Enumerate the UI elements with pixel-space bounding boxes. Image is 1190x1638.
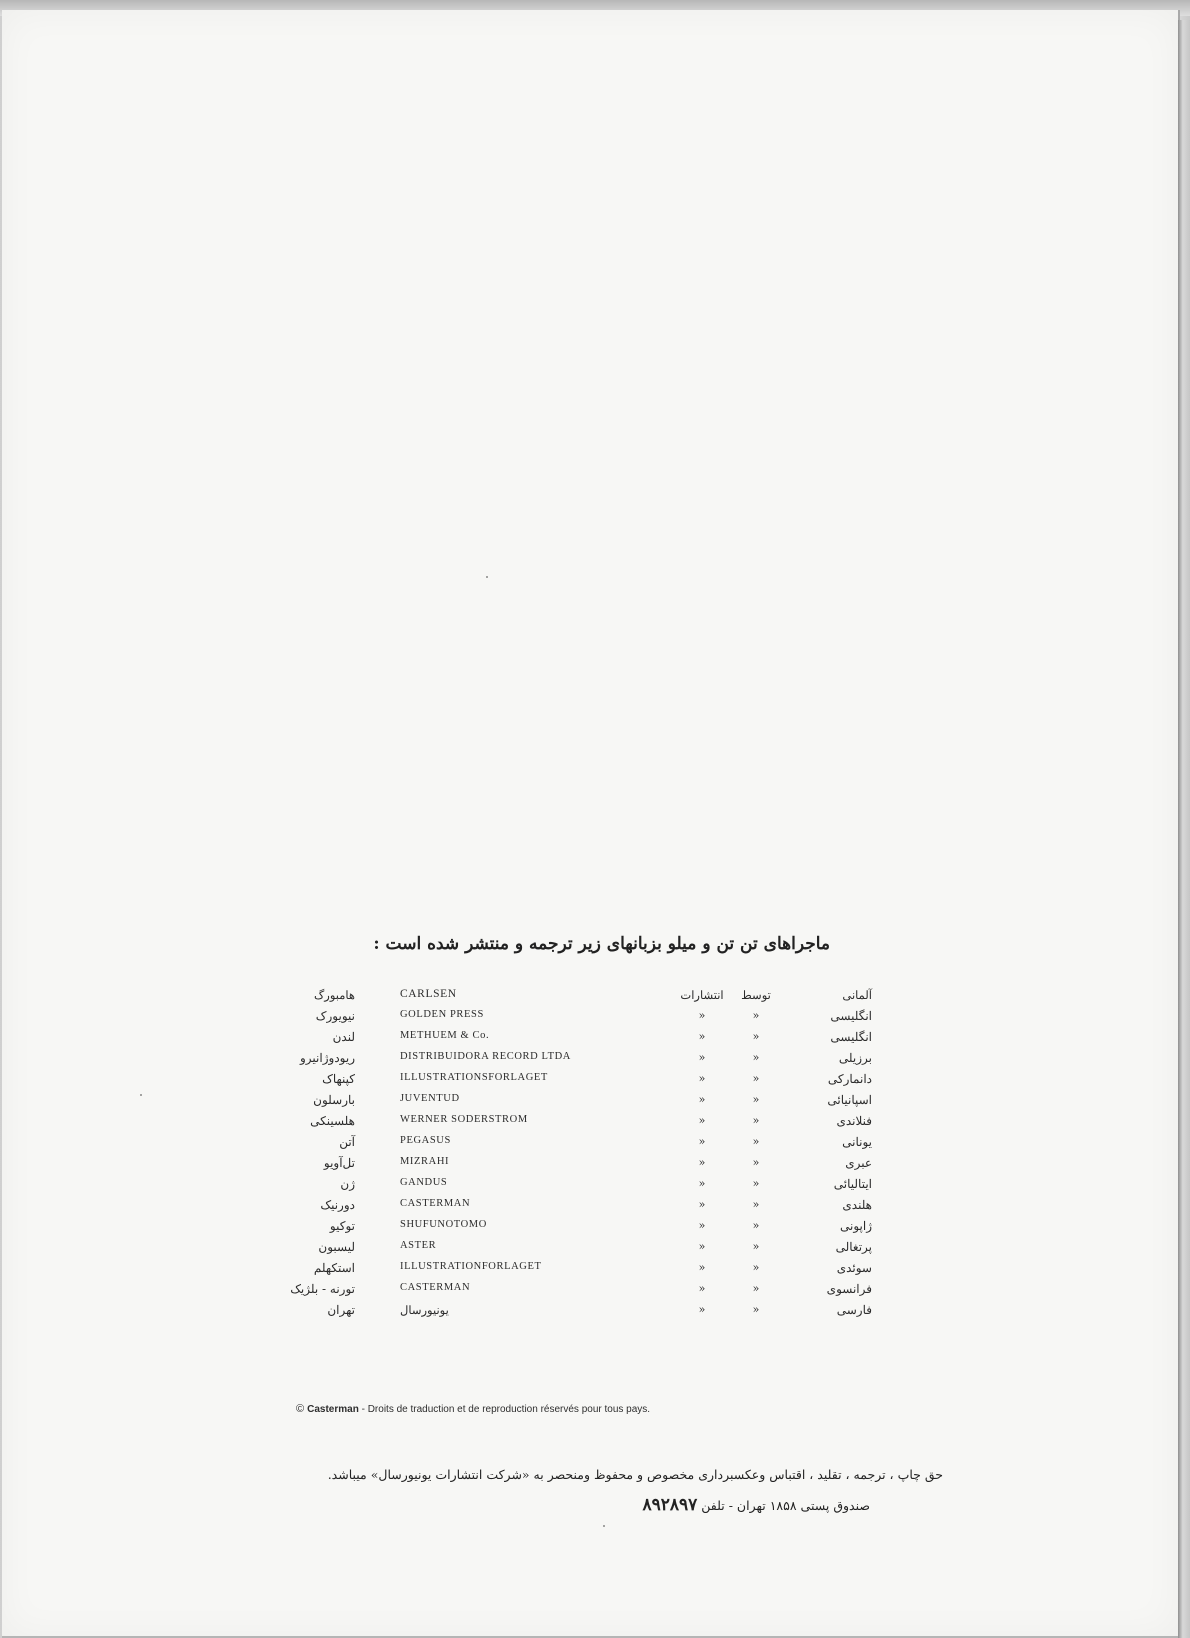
language-name: انگلیسی xyxy=(830,1009,872,1023)
copyright-notice xyxy=(296,1403,836,1415)
translations-heading: ماجراهای تن تن و میلو بزبانهای زیر ترجمه و منتشر شده است : xyxy=(373,934,830,954)
language-name: ژاپونی xyxy=(839,1219,872,1233)
header-language: آلمانی xyxy=(842,988,872,1002)
publisher-name: ASTER xyxy=(400,1240,437,1251)
language-name: سوئدی xyxy=(836,1261,872,1275)
table-row xyxy=(0,1177,1190,1198)
table-row xyxy=(0,1303,1190,1324)
publisher-name: METHUEM & Co. xyxy=(400,1030,490,1041)
city-name: کپنهاک xyxy=(322,1072,355,1086)
city-name: نیویورک xyxy=(315,1009,355,1023)
city-name: ژن xyxy=(340,1177,355,1191)
language-name: هلندی xyxy=(842,1198,872,1212)
city-name: تورنه - بلژیک xyxy=(290,1282,355,1296)
phone-number: ۸۹۲۸۹۷ xyxy=(642,1495,698,1515)
ditto-mark: « xyxy=(752,1051,760,1064)
postal-address xyxy=(380,1495,870,1515)
city-name: لیسبون xyxy=(318,1240,355,1254)
ditto-mark: « xyxy=(698,1114,706,1127)
publisher-name: MIZRAHI xyxy=(400,1156,450,1167)
ditto-mark: « xyxy=(698,1303,706,1316)
publisher-name: ILLUSTRATIONFORLAGET xyxy=(400,1261,542,1272)
table-row xyxy=(0,1030,1190,1051)
ditto-mark: « xyxy=(752,1303,760,1316)
book-page xyxy=(2,10,1180,1638)
city-name: بارسلون xyxy=(313,1093,355,1107)
publisher-name: SHUFUNOTOMO xyxy=(400,1219,487,1230)
publisher-name: CASTERMAN xyxy=(400,1198,471,1209)
publisher-name: یونیورسال xyxy=(400,1303,449,1317)
city-name: استکهلم xyxy=(313,1261,355,1275)
ditto-mark: « xyxy=(698,1135,706,1148)
language-name: دانمارکی xyxy=(827,1072,872,1086)
table-header-row xyxy=(0,988,1190,1009)
publisher-name: WERNER SODERSTROM xyxy=(400,1114,528,1125)
table-row xyxy=(0,1051,1190,1072)
city-name: هامبورگ xyxy=(314,988,355,1002)
language-name: فارسی xyxy=(836,1303,872,1317)
ditto-mark: « xyxy=(698,1156,706,1169)
ditto-mark: « xyxy=(698,1240,706,1253)
table-row xyxy=(0,1072,1190,1093)
ditto-mark: « xyxy=(752,1177,760,1190)
language-name: پرتغالی xyxy=(835,1240,872,1254)
city-name: دورنیک xyxy=(320,1198,355,1212)
page-right-edge-shadow xyxy=(1178,20,1190,1638)
table-row xyxy=(0,1282,1190,1303)
table-row xyxy=(0,1219,1190,1240)
city-name: تل‌آویو xyxy=(323,1156,355,1170)
ditto-mark: « xyxy=(698,1093,706,1106)
publisher-name: JUVENTUD xyxy=(400,1093,460,1104)
publisher-name: ILLUSTRATIONSFORLAGET xyxy=(400,1072,548,1083)
ditto-mark: « xyxy=(752,1198,760,1211)
publisher-name: GOLDEN PRESS xyxy=(400,1009,484,1020)
ditto-mark: « xyxy=(698,1051,706,1064)
ditto-mark: « xyxy=(752,1093,760,1106)
ditto-mark: « xyxy=(752,1009,760,1022)
translations-table xyxy=(0,988,1190,1324)
ditto-mark: « xyxy=(698,1030,706,1043)
table-row xyxy=(0,1009,1190,1030)
ditto-mark: « xyxy=(698,1198,706,1211)
paper-speck xyxy=(603,1525,605,1527)
ditto-mark: « xyxy=(698,1009,706,1022)
publisher-name: DISTRIBUIDORA RECORD LTDA xyxy=(400,1051,571,1062)
ditto-mark: « xyxy=(698,1261,706,1274)
table-row xyxy=(0,1135,1190,1156)
ditto-mark: « xyxy=(698,1177,706,1190)
rights-statement: حق چاپ ، ترجمه ، تقلید ، اقتباس وعکسبرداری مخصوص و محفوظ ومنحصر به «شرکت انتشارات یونیورسال» میباشد. xyxy=(327,1467,943,1482)
language-name: اسپانیائی xyxy=(827,1093,872,1107)
ditto-mark: « xyxy=(698,1282,706,1295)
copyright-symbol: © xyxy=(296,1403,305,1415)
language-name: فرانسوی xyxy=(826,1282,872,1296)
city-name: ریودوژانیرو xyxy=(300,1051,355,1065)
publisher-name: GANDUS xyxy=(400,1177,448,1188)
publisher-name: PEGASUS xyxy=(400,1135,451,1146)
table-row xyxy=(0,1093,1190,1114)
ditto-mark: « xyxy=(698,1219,706,1232)
city-name: تهران xyxy=(327,1303,355,1317)
language-name: برزیلی xyxy=(838,1051,872,1065)
header-publisher: انتشارات xyxy=(680,988,724,1002)
ditto-mark: « xyxy=(752,1240,760,1253)
ditto-mark: « xyxy=(698,1072,706,1085)
header-by: توسط xyxy=(741,988,771,1002)
table-row xyxy=(0,1240,1190,1261)
ditto-mark: « xyxy=(752,1114,760,1127)
table-row xyxy=(0,1261,1190,1282)
publisher-name: CASTERMAN xyxy=(400,1282,471,1293)
paper-speck xyxy=(486,576,488,578)
city-name: هلسینکی xyxy=(310,1114,355,1128)
table-row xyxy=(0,1114,1190,1135)
city-name: توکیو xyxy=(329,1219,355,1233)
table-row xyxy=(0,1198,1190,1219)
city-name: آتن xyxy=(339,1135,355,1149)
ditto-mark: « xyxy=(752,1072,760,1085)
ditto-mark: « xyxy=(752,1135,760,1148)
language-name: یونانی xyxy=(842,1135,872,1149)
copyright-text: - Droits de traduction et de reproduction réservés pour tous pays. xyxy=(358,1404,651,1415)
language-name: فنلاندی xyxy=(836,1114,872,1128)
city-name: لندن xyxy=(332,1030,355,1044)
ditto-mark: « xyxy=(752,1156,760,1169)
address-text: صندوق پستی ۱۸۵۸ تهران - تلفن xyxy=(701,1498,870,1513)
ditto-mark: « xyxy=(752,1261,760,1274)
language-name: عبری xyxy=(845,1156,872,1170)
language-name: انگلیسی xyxy=(830,1030,872,1044)
table-row xyxy=(0,1156,1190,1177)
ditto-mark: « xyxy=(752,1282,760,1295)
publisher-name: CARLSEN xyxy=(400,988,457,1000)
language-name: ایتالیائی xyxy=(833,1177,872,1191)
ditto-mark: « xyxy=(752,1030,760,1043)
ditto-mark: « xyxy=(752,1219,760,1232)
copyright-brand: Casterman xyxy=(307,1404,359,1415)
